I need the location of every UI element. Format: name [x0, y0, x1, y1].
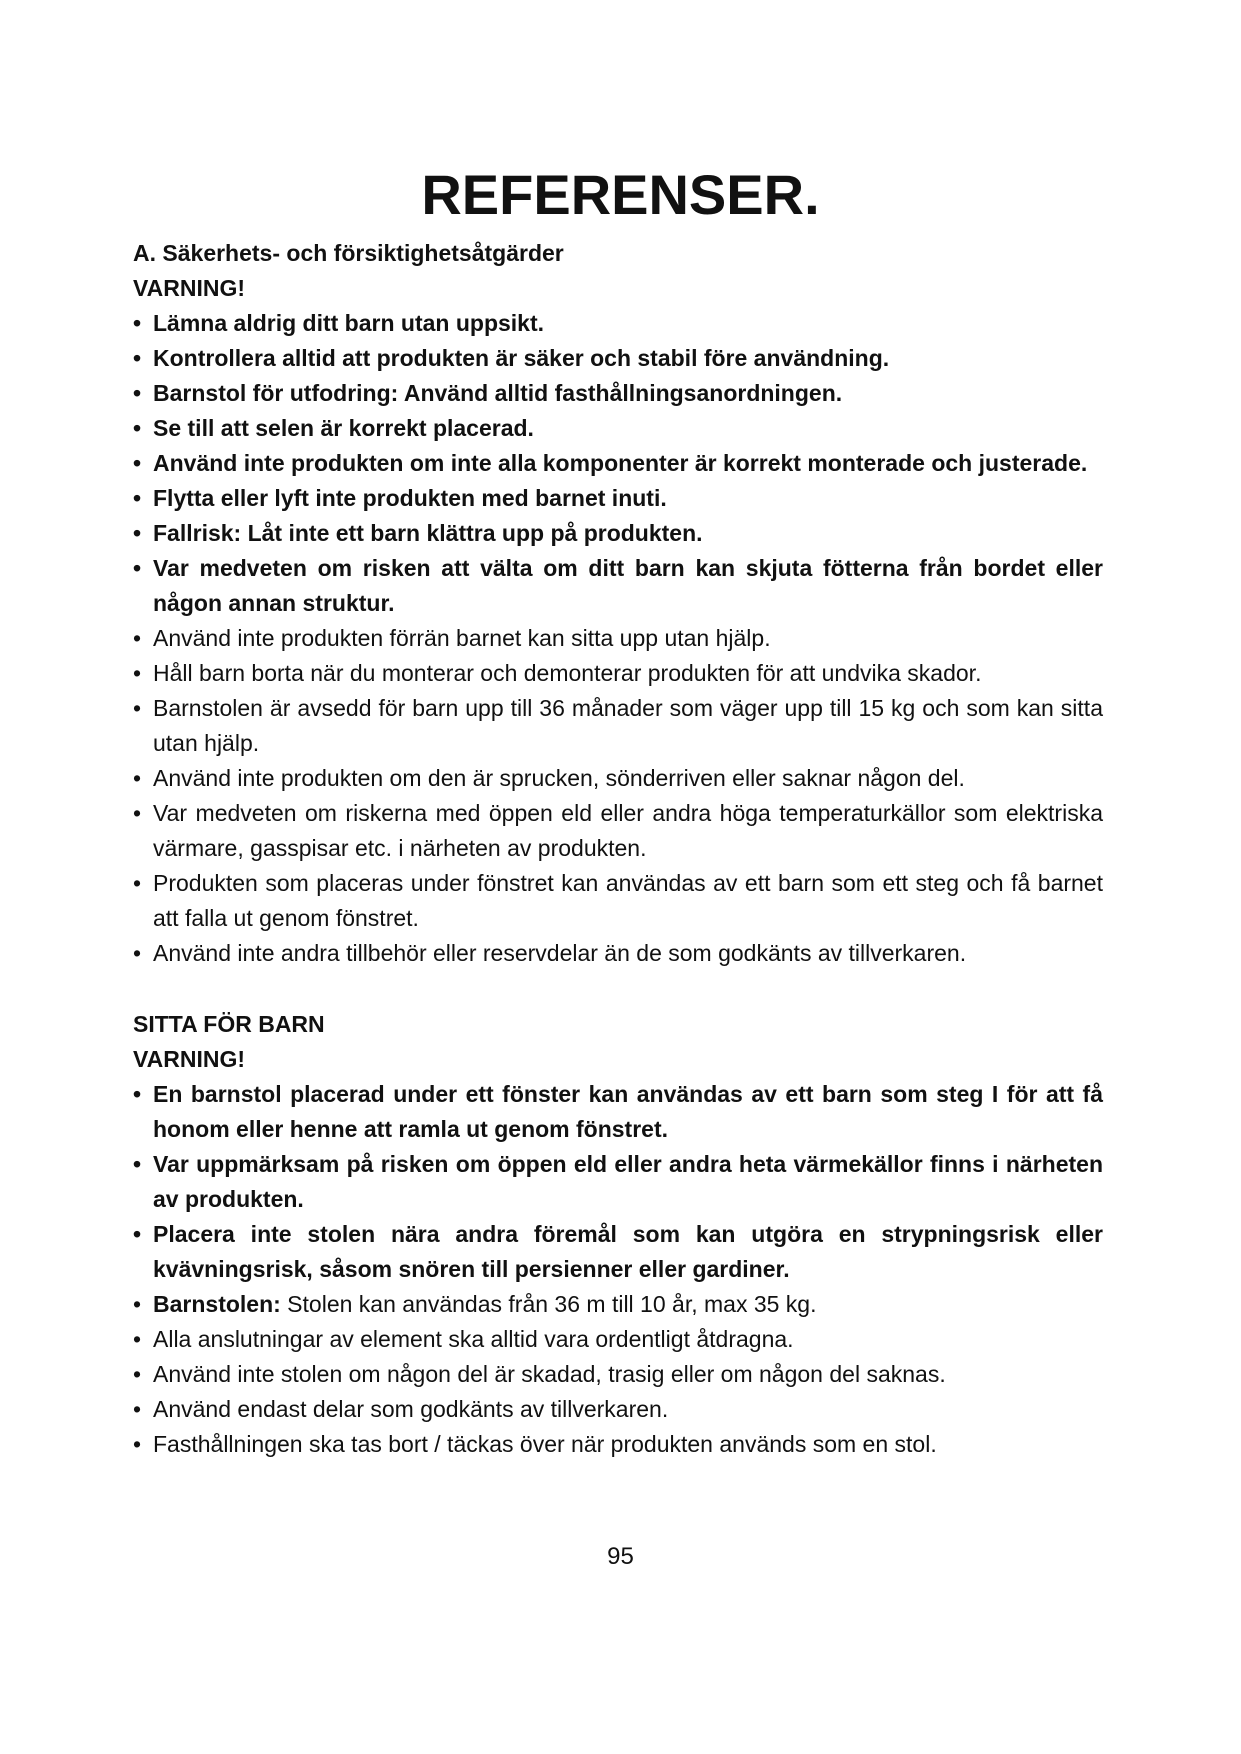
list-item: [133, 621, 1103, 656]
bullet-icon: •: [133, 380, 142, 406]
bullet-icon: •: [133, 1396, 142, 1422]
list-item: [133, 1357, 1103, 1392]
list-item-text: Barnstolen är avsedd för barn upp till 36 månader som väger upp till 15 kg och som kan sitta utan hjälp.: [153, 695, 1103, 756]
section-a-list: [133, 306, 1103, 971]
section-b-warning: VARNING!: [133, 1046, 246, 1072]
list-item: [133, 551, 1103, 621]
bullet-icon: •: [133, 555, 142, 581]
list-item: [133, 1392, 1103, 1427]
list-item: [133, 866, 1103, 936]
bullet-icon: •: [133, 345, 142, 371]
bullet-icon: •: [133, 415, 142, 441]
section-b-list-after: [133, 1322, 1103, 1462]
bullet-icon: •: [133, 625, 142, 651]
bullet-icon: •: [133, 765, 142, 791]
section-spacer: [133, 971, 1103, 1007]
section-b-chair-list: [133, 1287, 1103, 1322]
list-item: [133, 1077, 1103, 1147]
list-item-text: En barnstol placerad under ett fönster kan användas av ett barn som steg I för att få honom eller henne att ramla ut genom fönstret.: [153, 1081, 1103, 1142]
list-item: [133, 516, 1103, 551]
bullet-icon: •: [133, 520, 142, 546]
list-item-text: Barnstol för utfodring: Använd alltid fasthållningsanordningen.: [153, 380, 843, 406]
bullet-icon: •: [133, 1326, 142, 1352]
list-item: [133, 691, 1103, 761]
list-item-text: Var uppmärksam på risken om öppen eld eller andra heta värmekällor finns i närheten av produkten.: [153, 1151, 1103, 1212]
list-item: [133, 446, 1103, 481]
bullet-icon: •: [133, 450, 142, 476]
list-item: [133, 796, 1103, 866]
list-item-text: Flytta eller lyft inte produkten med barnet inuti.: [153, 485, 667, 511]
list-item: [133, 481, 1103, 516]
list-item: [133, 341, 1103, 376]
chair-item-lead: Barnstolen:: [153, 1291, 281, 1317]
list-item-text: Se till att selen är korrekt placerad.: [153, 415, 534, 441]
bullet-icon: •: [133, 485, 142, 511]
page-content: [133, 236, 1103, 1462]
list-item-text: Använd inte andra tillbehör eller reservdelar än de som godkänts av tillverkaren.: [153, 940, 967, 966]
list-item: [133, 1287, 1103, 1322]
bullet-icon: •: [133, 1431, 142, 1457]
section-b-heading: SITTA FÖR BARN: [133, 1011, 325, 1037]
bullet-icon: •: [133, 1221, 142, 1247]
bullet-icon: •: [133, 1291, 142, 1317]
chair-item-text: Stolen kan användas från 36 m till 10 år, max 35 kg.: [280, 1291, 817, 1317]
list-item-text: Produkten som placeras under fönstret kan användas av ett barn som ett steg och få barnet att falla ut genom fönstret.: [153, 870, 1103, 931]
bullet-icon: •: [133, 660, 142, 686]
page-title: REFERENSER.: [421, 163, 820, 226]
list-item: [133, 1427, 1103, 1462]
list-item: [133, 376, 1103, 411]
list-item-text: Alla anslutningar av element ska alltid vara ordentligt åtdragna.: [153, 1326, 794, 1352]
bullet-icon: •: [133, 1151, 142, 1177]
list-item: [133, 306, 1103, 341]
list-item-text: Använd endast delar som godkänts av tillverkaren.: [153, 1396, 669, 1422]
list-item: [133, 411, 1103, 446]
list-item-text: Var medveten om risken att välta om ditt barn kan skjuta fötterna från bordet eller någon annan struktur.: [153, 555, 1103, 616]
bullet-icon: •: [133, 310, 142, 336]
bullet-icon: •: [133, 1081, 142, 1107]
list-item-text: Var medveten om riskerna med öppen eld eller andra höga temperaturkällor som elektriska värmare, gasspisar etc. i närheten av produkten.: [153, 800, 1103, 861]
list-item-text: Använd inte produkten förrän barnet kan sitta upp utan hjälp.: [153, 625, 771, 651]
list-item: [133, 1322, 1103, 1357]
bullet-icon: •: [133, 695, 142, 721]
list-item-text: Fallrisk: Låt inte ett barn klättra upp på produkten.: [153, 520, 703, 546]
list-item-text: Kontrollera alltid att produkten är säker och stabil före användning.: [153, 345, 890, 371]
section-a-warning: VARNING!: [133, 275, 246, 301]
list-item-text: Använd inte produkten om inte alla komponenter är korrekt monterade och justerade.: [153, 450, 1088, 476]
list-item-text: Placera inte stolen nära andra föremål som kan utgöra en strypningsrisk eller kvävningsrisk, såsom snören till persienner eller gardiner.: [153, 1221, 1103, 1282]
bullet-icon: •: [133, 800, 142, 826]
list-item: [133, 936, 1103, 971]
list-item-text: Håll barn borta när du monterar och demonterar produkten för att undvika skador.: [153, 660, 982, 686]
section-b-list: [133, 1077, 1103, 1287]
list-item: [133, 761, 1103, 796]
list-item: [133, 1217, 1103, 1287]
list-item-text: Lämna aldrig ditt barn utan uppsikt.: [153, 310, 545, 336]
page-number: 95: [607, 1543, 634, 1570]
bullet-icon: •: [133, 1361, 142, 1387]
bullet-icon: •: [133, 940, 142, 966]
list-item-text: Använd inte produkten om den är sprucken, sönderriven eller saknar någon del.: [153, 765, 965, 791]
list-item-text: Använd inte stolen om någon del är skadad, trasig eller om någon del saknas.: [153, 1361, 946, 1387]
list-item-text: Fasthållningen ska tas bort / täckas över när produkten används som en stol.: [153, 1431, 937, 1457]
list-item: [133, 656, 1103, 691]
section-a-heading: A. Säkerhets- och försiktighetsåtgärder: [133, 240, 564, 266]
bullet-icon: •: [133, 870, 142, 896]
list-item: [133, 1147, 1103, 1217]
